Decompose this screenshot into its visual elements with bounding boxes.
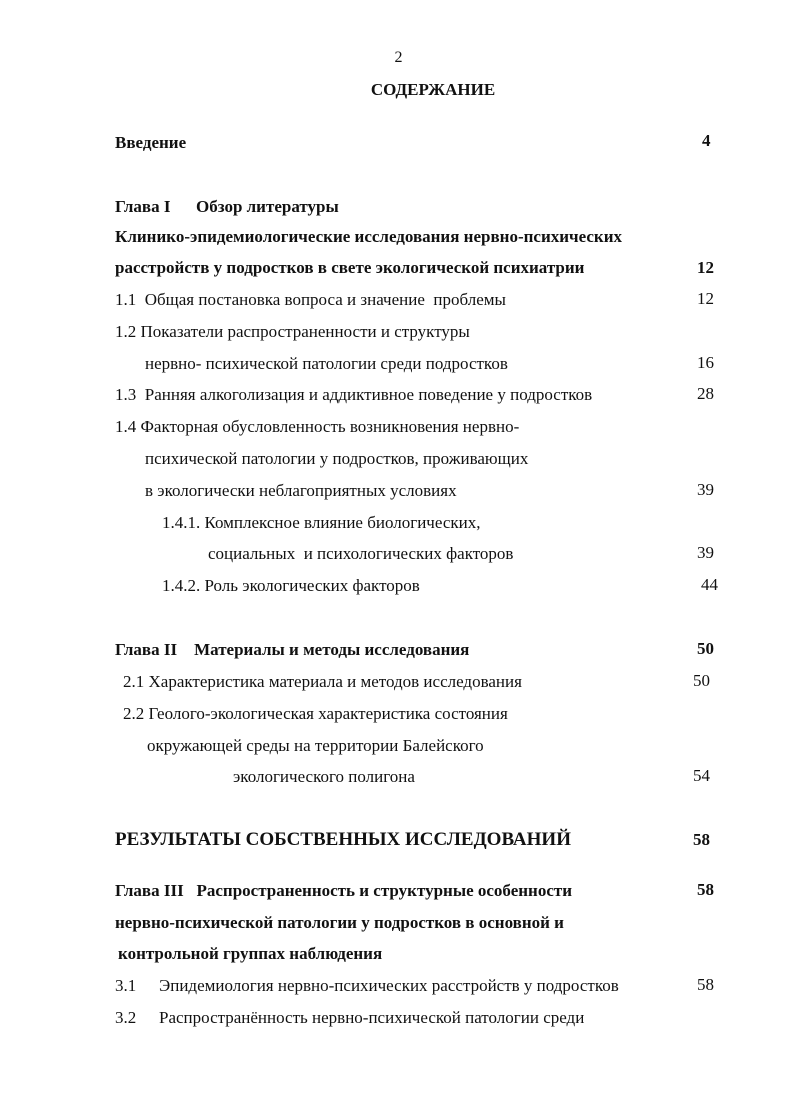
toc-entry-text: социальных и психологических факторов xyxy=(208,544,514,563)
toc-entry-text: 1.2 Показатели распространенности и структуры xyxy=(115,322,470,341)
toc-entry-text: экологического полигона xyxy=(233,767,415,786)
toc-entry-text: Глава III Распространенность и структурные особенности xyxy=(115,881,573,900)
toc-entry-page: 58 xyxy=(697,880,714,899)
toc-entry-text: Глава I Обзор литературы xyxy=(115,197,339,216)
toc-title: СОДЕРЖАНИЕ xyxy=(370,80,496,99)
toc-entry-page: 4 xyxy=(702,131,711,150)
toc-entry-text: 1.4 Факторная обусловленность возникновения нервно- xyxy=(115,417,520,436)
toc-entry-page: 12 xyxy=(697,258,714,277)
toc-entry-page: 39 xyxy=(697,543,714,562)
toc-entry-text: Эпидемиология нервно-психических расстройств у подростков xyxy=(159,976,619,995)
toc-entry-number: 3.2 xyxy=(115,1008,137,1027)
toc-entry-page: 39 xyxy=(697,480,714,499)
toc-entry-page: 12 xyxy=(697,289,714,308)
toc-entry-page: 16 xyxy=(697,353,714,372)
toc-entry-text: нервно-психической патологии у подростков в основной и xyxy=(115,913,564,932)
toc-entry-text: 1.1 Общая постановка вопроса и значение проблемы xyxy=(115,290,506,309)
toc-entry-page: 50 xyxy=(697,639,714,658)
toc-entry-text: Глава II Материалы и методы исследования xyxy=(115,640,470,659)
toc-entry-text: расстройств у подростков в свете экологической психиатрии xyxy=(115,258,585,277)
toc-entry-text: Клинико-эпидемиологические исследования нервно-психических xyxy=(115,227,623,246)
toc-entry-text: 1.3 Ранняя алкоголизация и аддиктивное поведение у подростков xyxy=(115,385,593,404)
toc-entry-page: 28 xyxy=(697,384,714,403)
toc-entry-text: психической патологии у подростков, проживающих xyxy=(145,449,529,468)
toc-entry-page: 58 xyxy=(697,975,714,994)
toc-entry-text: Распространённость нервно-психической патологии среди xyxy=(159,1008,585,1027)
toc-entry-page: 50 xyxy=(693,671,710,690)
toc-entry-text: контрольной группах наблюдения xyxy=(118,944,383,963)
toc-entry-text: 1.4.2. Роль экологических факторов xyxy=(162,576,420,595)
toc-entry-text: Введение xyxy=(115,133,187,152)
toc-entry-page: 44 xyxy=(701,575,718,594)
toc-entry-page: 58 xyxy=(693,830,710,849)
toc-entry-text: 1.4.1. Комплексное влияние биологических, xyxy=(162,513,481,532)
page-number: 2 xyxy=(394,49,403,66)
toc-entry-text: нервно- психической патологии среди подростков xyxy=(145,354,508,373)
toc-entry-page: 54 xyxy=(693,766,710,785)
toc-entry-number: 3.1 xyxy=(115,976,137,995)
toc-entry-text: в экологически неблагоприятных условиях xyxy=(145,481,457,500)
toc-entry-text: 2.1 Характеристика материала и методов исследования xyxy=(123,672,522,691)
toc-entry-text: 2.2 Геолого-экологическая характеристика состояния xyxy=(123,704,508,723)
toc-entry-text: окружающей среды на территории Балейского xyxy=(147,736,484,755)
toc-entry-text: РЕЗУЛЬТАТЫ СОБСТВЕННЫХ ИССЛЕДОВАНИЙ xyxy=(115,829,571,850)
